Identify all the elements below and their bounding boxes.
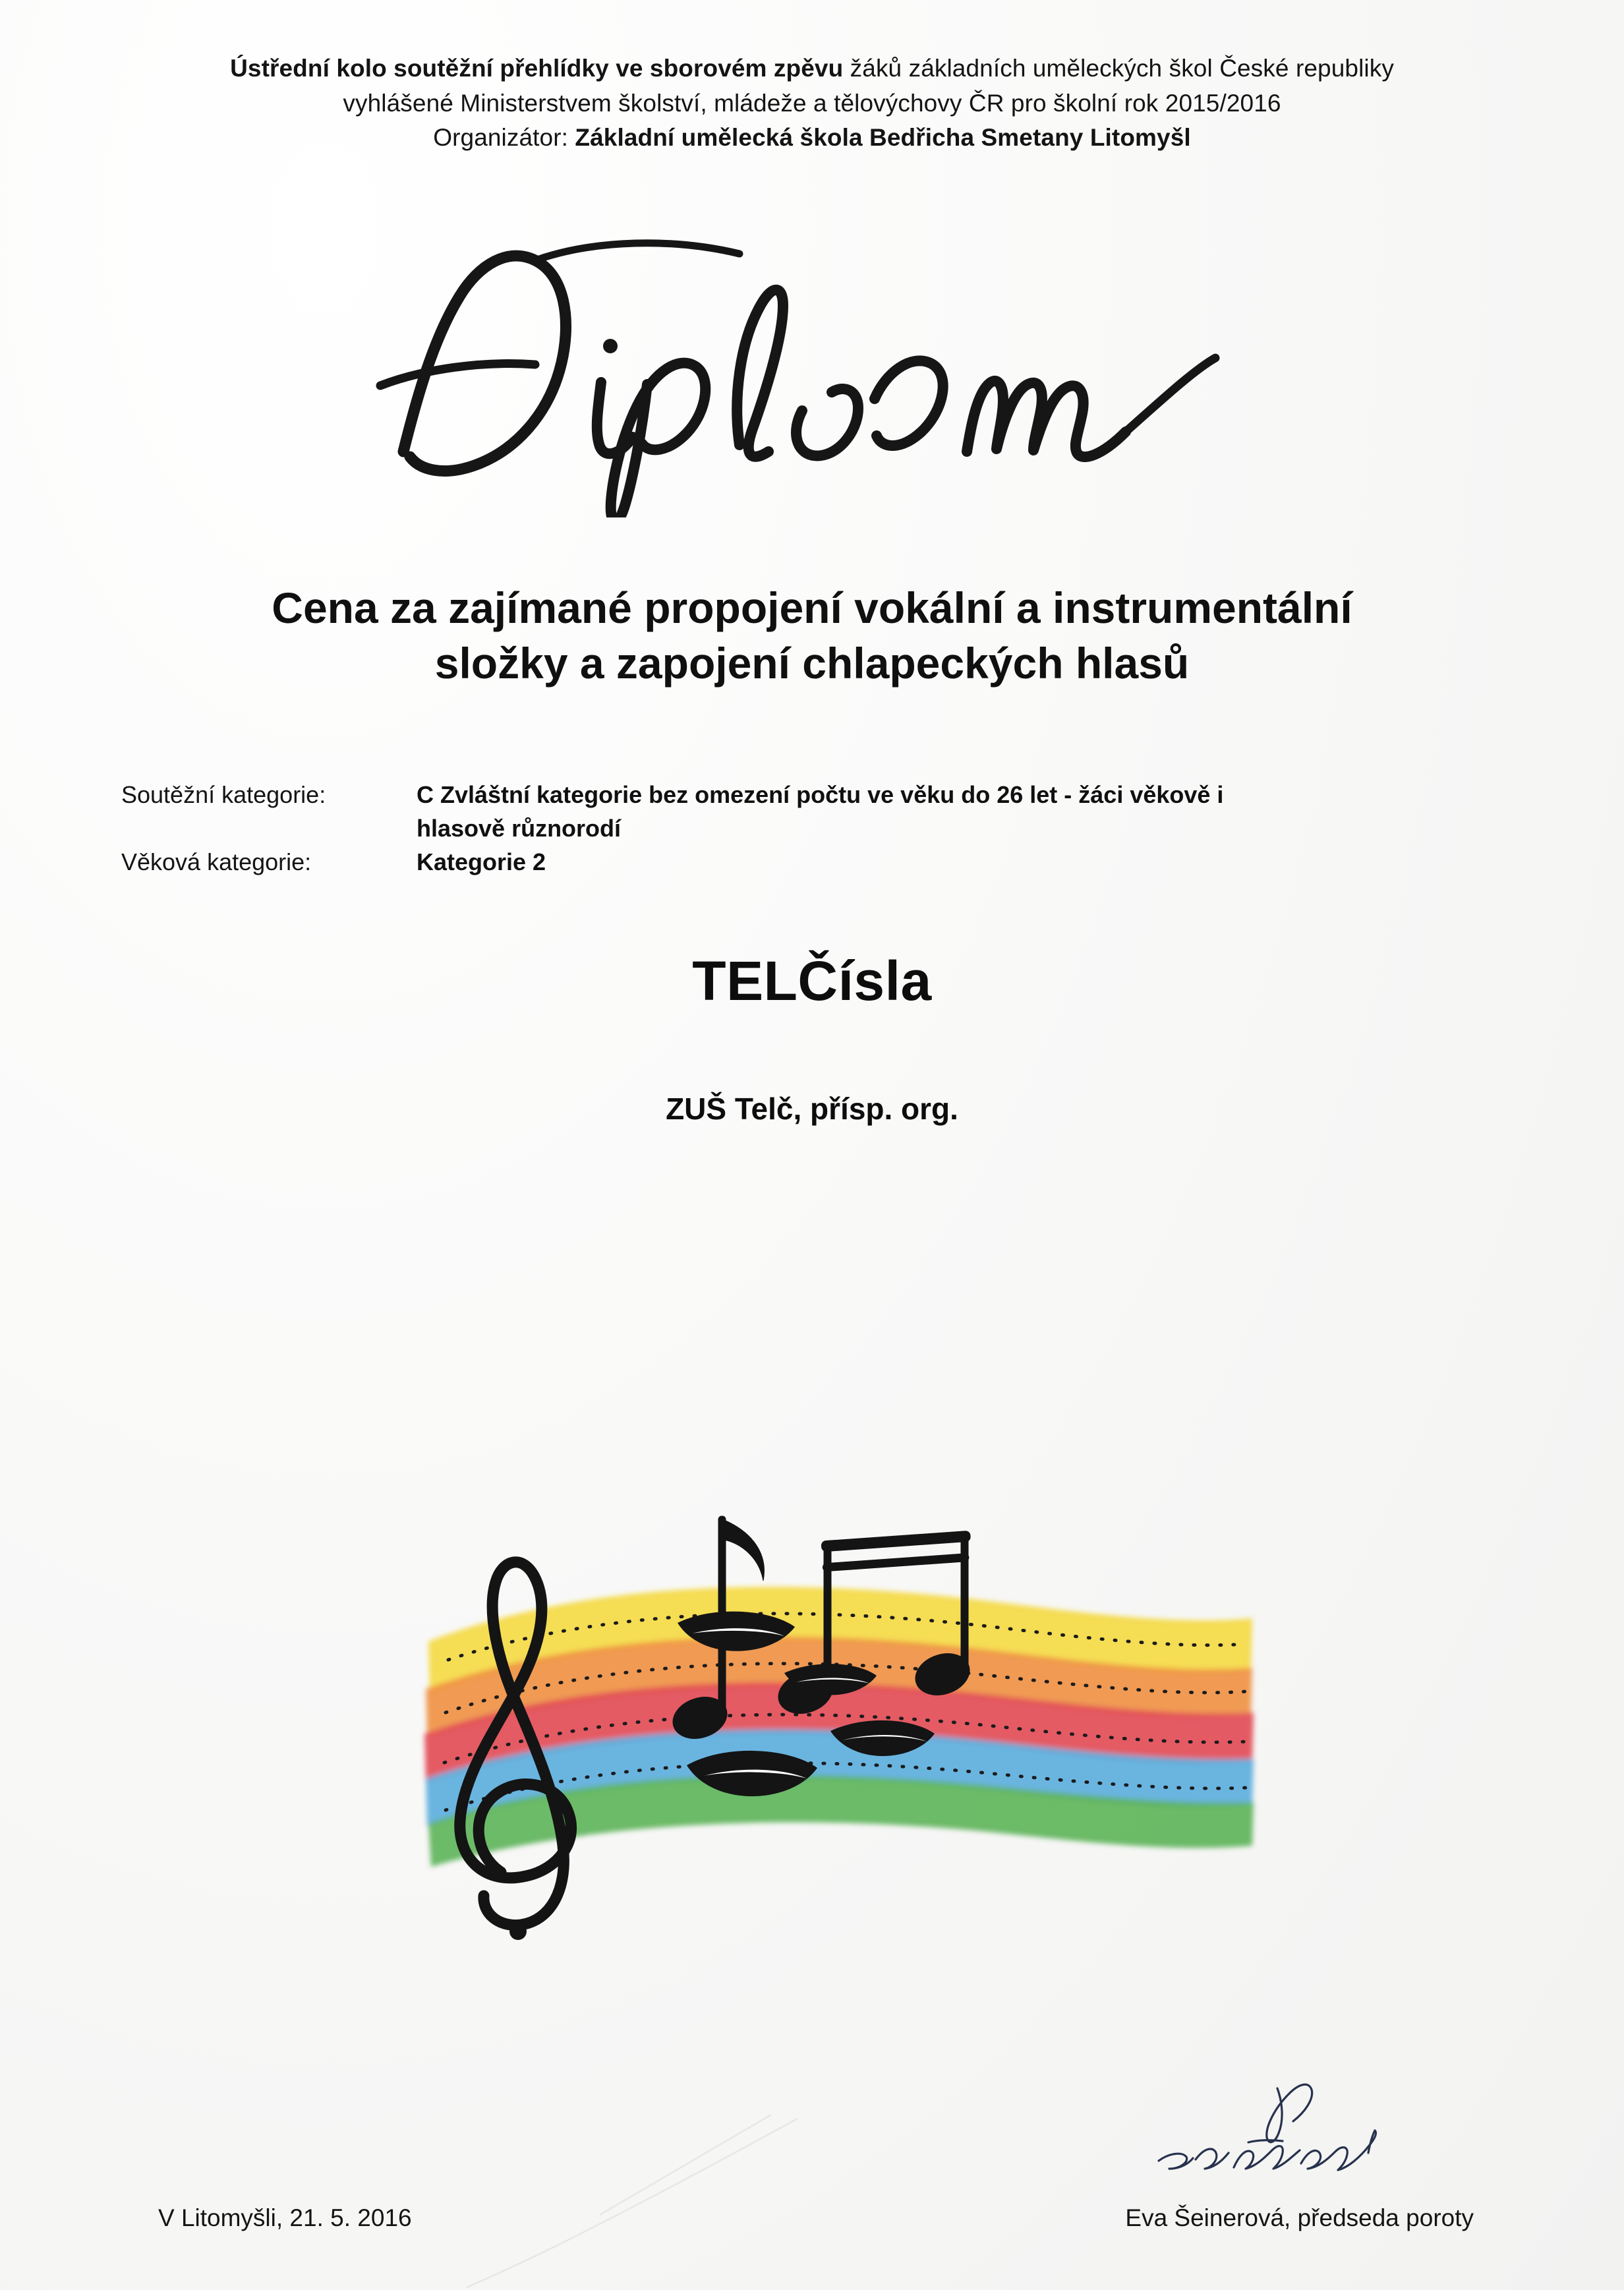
age-category-label: Věková kategorie: — [121, 848, 312, 876]
organizer-name: Základní umělecká škola Bedřicha Smetany Litomyšl — [575, 124, 1191, 152]
recipient-organization: ZUŠ Telč, přísp. org. — [666, 1092, 958, 1126]
competition-category-row — [121, 778, 1519, 845]
organizer-label: Organizátor: — [433, 124, 575, 152]
header-line-1-strong: Ústřední kolo soutěžní přehlídky ve sborovém zpěvu — [230, 55, 844, 82]
diploma-script-title — [0, 234, 1624, 511]
competition-category-value-line-1: C Zvláštní kategorie bez omezení počtu ve věku do 26 let - žáci věkově i — [417, 781, 1224, 808]
age-category-value: Kategorie 2 — [417, 848, 546, 876]
header-line-2: vyhlášené Ministerstvem školství, mládeže a tělovýchovy ČR pro školní rok 2015/2016 — [343, 89, 1281, 117]
scan-crease-artifact — [461, 2112, 804, 2290]
recipient-name: TELČísla — [692, 950, 932, 1012]
competition-category-value — [417, 778, 1519, 845]
age-category-row — [121, 845, 1519, 879]
diplom-handwriting-icon — [318, 234, 1306, 517]
competition-category-value-line-2: hlasově různorodí — [417, 815, 622, 842]
award-title-line-2: složky a zapojení chlapeckých hlasů — [434, 639, 1190, 688]
header-line-1-rest: žáků základních uměleckých škol České republiky — [843, 55, 1394, 82]
category-block — [121, 778, 1519, 879]
award-title-line-1: Cena za zajímané propojení vokální a instrumentální — [272, 583, 1352, 632]
award-title — [99, 580, 1525, 691]
competition-category-label: Soutěžní kategorie: — [121, 781, 326, 808]
header-line-3 — [0, 121, 1624, 156]
header-line-1 — [0, 51, 1624, 86]
rainbow-music-notes-illustration — [402, 1503, 1279, 1964]
document-header — [0, 51, 1624, 156]
artwork-svg — [402, 1503, 1279, 1964]
signatory-name: Eva Šeinerová, předseda poroty — [1125, 2204, 1474, 2231]
rainbow-bands — [424, 1587, 1254, 1867]
place-and-date: V Litomyšli, 21. 5. 2016 — [158, 2204, 412, 2231]
signature-icon — [1143, 2079, 1406, 2191]
